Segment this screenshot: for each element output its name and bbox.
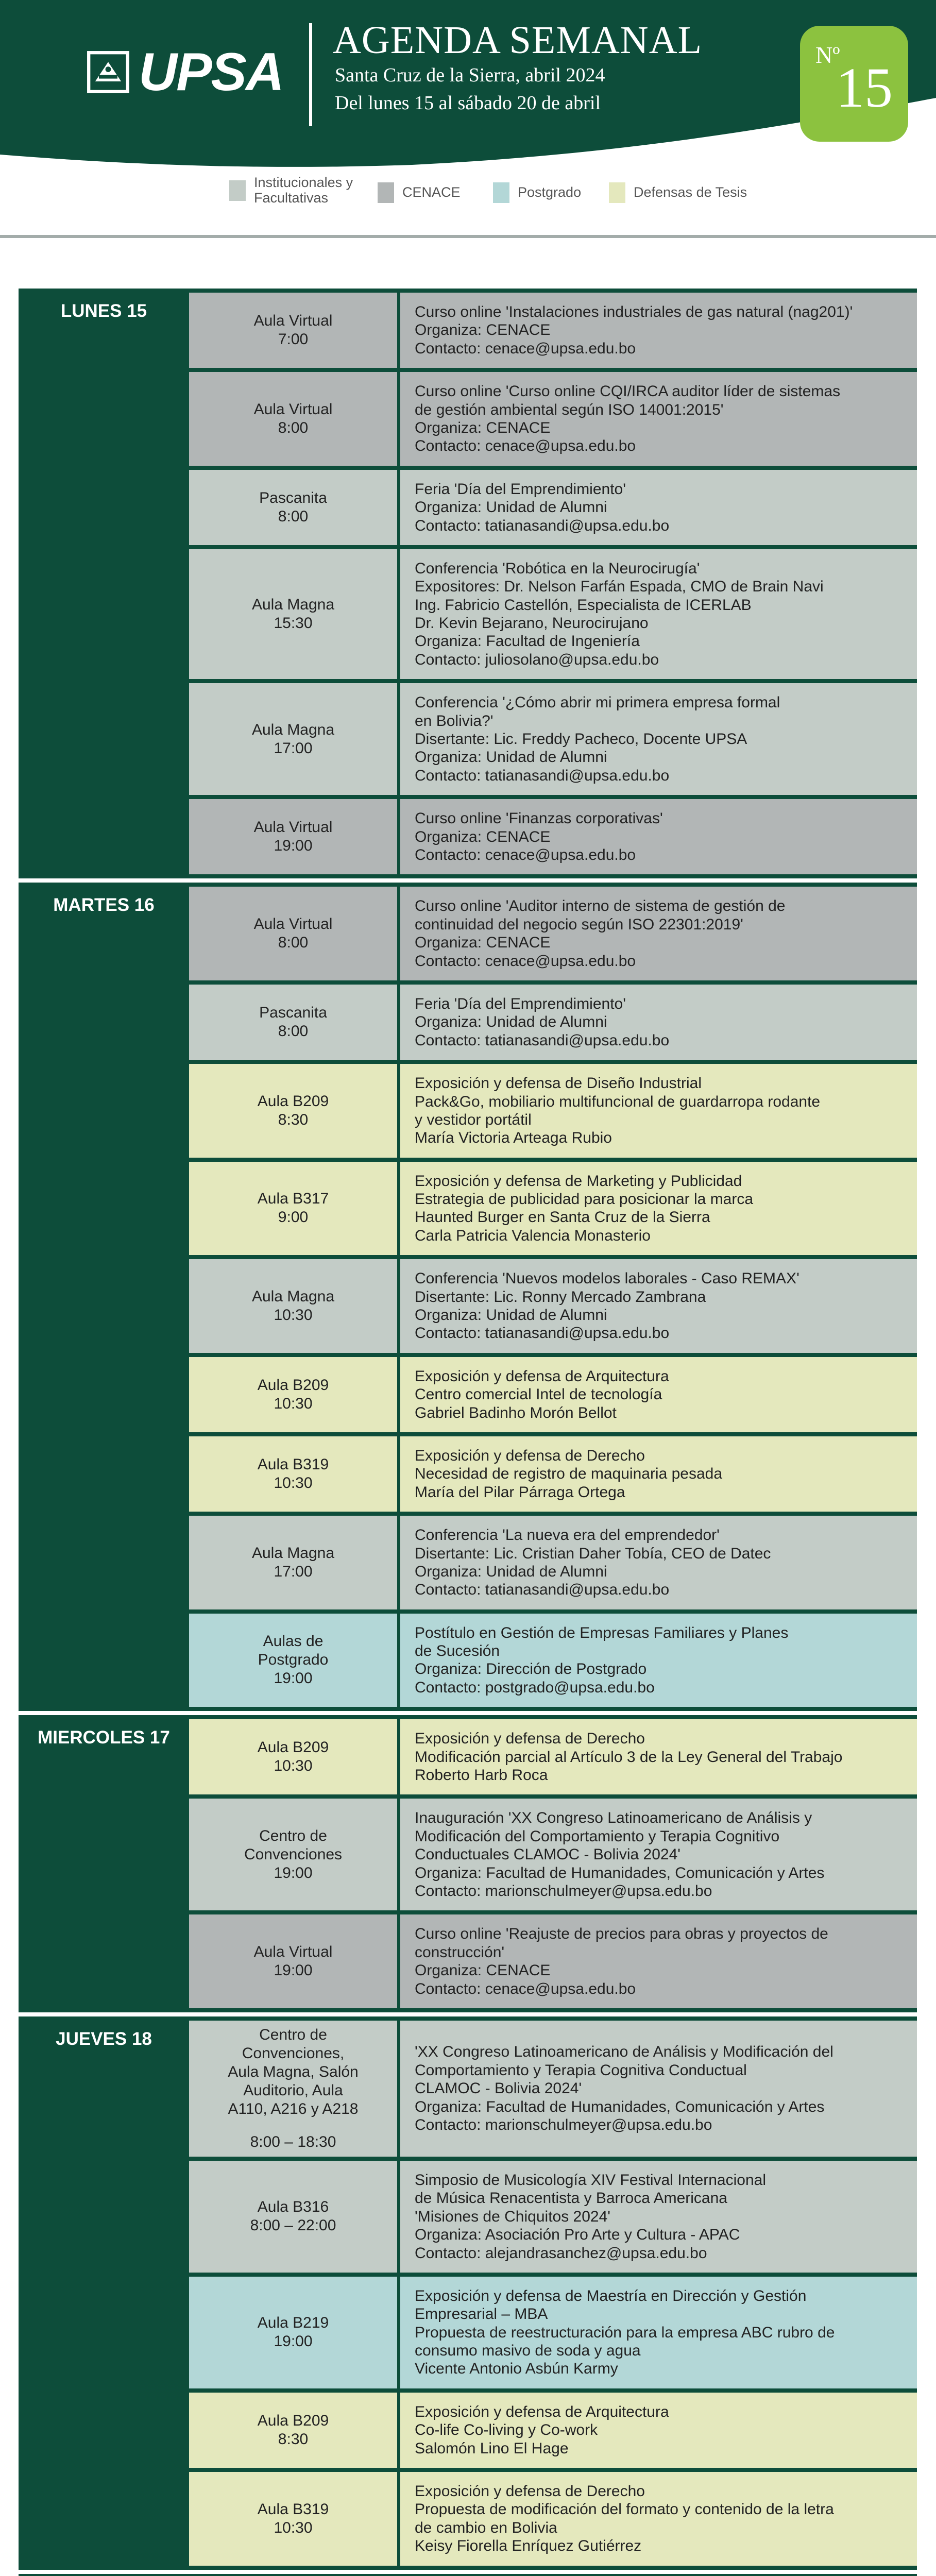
event-place-line: Aula B219: [257, 2314, 329, 2332]
legend-item-defensas: [609, 182, 747, 203]
legend-item-postgrado: [493, 182, 581, 203]
event-place-line: 8:00: [278, 507, 309, 525]
event-place-line: Postgrado: [258, 1651, 329, 1669]
event-description-line: de cambio en Bolivia: [415, 2519, 557, 2536]
event-place-line: Aula Virtual: [253, 400, 333, 418]
event-place-line: 10:30: [274, 2519, 313, 2536]
event-description-line: Organiza: Asociación Pro Arte y Cultura - APAC: [415, 2226, 740, 2244]
event-place-line: 7:00: [278, 331, 309, 348]
event-description-line: Vicente Antonio Asbún Karmy: [415, 2360, 618, 2378]
event-description: [400, 1799, 917, 1910]
event-place: [189, 1162, 400, 1256]
event-description-line: consumo masivo de soda y agua: [415, 2342, 641, 2360]
event-place-line: 19:00: [274, 1962, 313, 1979]
event-description-line: Propuesta de reestructuración para la empresa ABC rubro de: [415, 2324, 835, 2341]
day-block: [19, 2574, 917, 2576]
event-description-line: Exposición y defensa de Derecho: [415, 1730, 645, 1748]
event-list: [189, 2574, 917, 2576]
event-place: [189, 2472, 400, 2566]
event-place-line: Pascanita: [259, 489, 327, 506]
event-description-line: Contacto: tatianasandi@upsa.edu.bo: [415, 517, 670, 534]
event-place: [189, 470, 400, 545]
event-description-line: Conferencia 'Nuevos modelos laborales - Caso REMAX': [415, 1270, 799, 1287]
event-row: [189, 1614, 917, 1707]
event-description-line: de Sucesión: [415, 1642, 500, 1660]
event-description-line: Curso online 'Instalaciones industriales de gas natural (nag201)': [415, 303, 853, 320]
event-place: [189, 1914, 400, 2008]
event-row: [189, 1799, 917, 1910]
legend-label: Institucionales y Facultativas: [254, 175, 353, 206]
event-description-line: Contacto: cenace@upsa.edu.bo: [415, 1980, 636, 1997]
legend: [0, 175, 936, 216]
event-description-line: María Victoria Arteaga Rubio: [415, 1129, 612, 1147]
event-description: [400, 887, 917, 980]
event-row: [189, 1719, 917, 1794]
day-label: LUNES 15: [19, 289, 189, 878]
event-place-line: Aula Magna: [251, 1288, 335, 1306]
event-description: [400, 1259, 917, 1353]
event-place-line: Aula Magna: [251, 1544, 335, 1562]
event-description: [400, 1614, 917, 1707]
event-place: [189, 1799, 400, 1910]
event-place-line: 8:00: [278, 419, 309, 436]
event-place-line: 9:00: [278, 1209, 309, 1226]
event-description: [400, 2277, 917, 2388]
event-description-line: Necesidad de registro de maquinaria pesada: [415, 1465, 723, 1483]
legend-label: CENACE: [402, 184, 461, 200]
event-description-line: Exposición y defensa de Marketing y Publicidad: [415, 1172, 742, 1190]
event-description-line: Inauguración 'XX Congreso Latinoamericano de Análisis y: [415, 1809, 812, 1827]
event-row: [189, 1516, 917, 1609]
issue-prefix: Nº: [815, 42, 840, 68]
day-block: [19, 289, 917, 878]
event-place-line: Convenciones: [244, 1845, 343, 1863]
event-place-line: Centro de: [259, 2026, 327, 2043]
event-description-line: Conferencia '¿Cómo abrir mi primera empresa formal: [415, 694, 780, 711]
event-place: [189, 2021, 400, 2157]
event-description: [400, 2393, 917, 2468]
event-description-line: Curso online 'Reajuste de precios para obras y proyectos de: [415, 1925, 828, 1943]
event-description-line: Exposición y defensa de Diseño Industrial: [415, 1075, 702, 1092]
day-label: JUEVES 18: [19, 2016, 189, 2570]
event-description-line: Contacto: cenace@upsa.edu.bo: [415, 952, 636, 970]
event-description-line: Curso online 'Finanzas corporativas': [415, 810, 663, 827]
event-description-line: Conductuales CLAMOC - Bolivia 2024': [415, 1846, 680, 1863]
event-description-line: Organiza: Unidad de Alumni: [415, 1563, 607, 1580]
event-description-line: Organiza: CENACE: [415, 828, 551, 845]
day-block: [19, 2016, 917, 2570]
event-description-line: Disertante: Lic. Cristian Daher Tobía, CEO de Datec: [415, 1545, 771, 1562]
event-place-line: Aula Magna: [251, 596, 335, 614]
event-row: [189, 1914, 917, 2008]
date-range: Del lunes 15 al sábado 20 de abril: [335, 92, 601, 114]
legend-item-institucionales: [229, 175, 362, 206]
event-description: [400, 2161, 917, 2273]
event-place: [189, 293, 400, 368]
event-place-line: 19:00: [274, 2333, 313, 2350]
event-place: [189, 1719, 400, 1794]
event-description-line: Organiza: Unidad de Alumni: [415, 749, 607, 766]
event-row: [189, 2161, 917, 2273]
event-row: [189, 683, 917, 795]
event-description-line: Exposición y defensa de Derecho: [415, 2483, 645, 2500]
event-description-line: María del Pilar Párraga Ortega: [415, 1483, 625, 1501]
event-description-line: en Bolivia?': [415, 712, 493, 730]
event-place-line: A110, A216 y A218: [228, 2100, 359, 2117]
event-place: [189, 1357, 400, 1432]
event-description-line: Dr. Kevin Bejarano, Neurocirujano: [415, 615, 649, 632]
event-list: [189, 1715, 917, 2012]
event-description-line: de gestión ambiental según ISO 14001:2015': [415, 401, 724, 418]
event-list: [189, 2016, 917, 2570]
event-place: [189, 985, 400, 1060]
event-row: [189, 985, 917, 1060]
event-description-line: Pack&Go, mobiliario multifuncional de guardarropa rodante: [415, 1093, 821, 1110]
event-description: [400, 1064, 917, 1158]
issue-badge: [800, 26, 908, 142]
event-place: [189, 1614, 400, 1707]
event-description-line: Feria 'Día del Emprendimiento': [415, 995, 626, 1012]
page-title: AGENDA SEMANAL: [333, 19, 702, 62]
event-description: [400, 549, 917, 679]
day-block: [19, 1715, 917, 2012]
event-place-line: Aula Magna: [251, 721, 335, 738]
event-place-line: 8:00: [278, 1023, 309, 1040]
event-place-line: Aula B317: [257, 1190, 329, 1208]
event-row: [189, 1436, 917, 1512]
event-place-line: 19:00: [274, 837, 313, 855]
event-place-line: 10:30: [274, 1475, 313, 1492]
event-description-line: Contacto: cenace@upsa.edu.bo: [415, 340, 636, 357]
event-description-line: Organiza: Unidad de Alumni: [415, 1013, 607, 1031]
event-place-line: Aula B319: [257, 2500, 329, 2518]
event-description-line: Curso online 'Auditor interno de sistema de gestión de: [415, 897, 786, 915]
event-place-line: Aula B316: [257, 2198, 329, 2216]
event-description: [400, 1357, 917, 1432]
event-description-line: Conferencia 'La nueva era del emprendedor': [415, 1527, 720, 1544]
event-description: [400, 683, 917, 795]
event-description-line: continuidad del negocio según ISO 22301:2019': [415, 916, 743, 933]
event-description-line: Expositores: Dr. Nelson Farfán Espada, CMO de Brain Navi: [415, 578, 824, 596]
event-place: [189, 1516, 400, 1609]
event-place-line: Auditorio, Aula: [243, 2081, 343, 2099]
event-description: [400, 372, 917, 466]
event-place-line: 8:30: [278, 1111, 309, 1128]
day-label: MIERCOLES 17: [19, 1715, 189, 2012]
event-place: [189, 2161, 400, 2273]
event-place-line: Aula Virtual: [253, 819, 333, 836]
event-place-line: 15:30: [274, 615, 313, 632]
event-description-line: Contacto: tatianasandi@upsa.edu.bo: [415, 767, 670, 784]
event-description-line: Postítulo en Gestión de Empresas Familiares y Planes: [415, 1624, 789, 1641]
divider-rule: [0, 235, 936, 238]
event-description-line: Disertante: Lic. Freddy Pacheco, Docente UPSA: [415, 731, 747, 748]
event-row: [189, 549, 917, 679]
legend-swatch: [378, 182, 394, 203]
upsa-emblem-icon: [85, 49, 131, 95]
event-description-line: Contacto: marionschulmeyer@upsa.edu.bo: [415, 1883, 712, 1900]
event-place-line: Aula Magna, Salón: [228, 2063, 359, 2080]
event-row: [189, 372, 917, 466]
event-description-line: Contacto: tatianasandi@upsa.edu.bo: [415, 1581, 670, 1599]
event-place: [189, 2393, 400, 2468]
header-divider: [309, 23, 312, 126]
event-description: [400, 293, 917, 368]
event-place-line: 8:30: [278, 2430, 309, 2448]
event-place-line: 10:30: [274, 1307, 313, 1324]
event-row: [189, 470, 917, 545]
event-place: [189, 2277, 400, 2388]
event-description-line: Organiza: CENACE: [415, 934, 551, 952]
day-separator: [19, 2570, 917, 2574]
header-banner: [0, 0, 936, 170]
event-description-line: Organiza: Unidad de Alumni: [415, 1307, 607, 1324]
event-description-line: Contacto: tatianasandi@upsa.edu.bo: [415, 1325, 670, 1342]
event-place-line: Aula Virtual: [253, 916, 333, 933]
event-description-line: Propuesta de modificación del formato y contenido de la letra: [415, 2501, 834, 2518]
event-place-line: 19:00: [274, 1864, 313, 1882]
event-place-line: Centro de: [259, 1827, 327, 1844]
event-place-line: Aula Virtual: [253, 312, 333, 330]
day-separator: [19, 2012, 917, 2016]
event-place-line: 8:00: [278, 934, 309, 952]
event-description: [400, 1436, 917, 1512]
event-description-line: Organiza: CENACE: [415, 321, 551, 339]
event-place-line: Aula B209: [257, 2412, 329, 2429]
event-description-line: Organiza: Facultad de Ingeniería: [415, 633, 640, 650]
event-description-line: Contacto: alejandrasanchez@upsa.edu.bo: [415, 2244, 707, 2262]
event-description-line: Haunted Burger en Santa Cruz de la Sierra: [415, 1209, 710, 1226]
event-place-line: Pascanita: [259, 1004, 327, 1022]
event-description-line: Estrategia de publicidad para posicionar la marca: [415, 1191, 754, 1208]
legend-item-cenace: [378, 182, 461, 203]
event-place-line: Aula B319: [257, 1456, 329, 1473]
event-place-line: 10:30: [274, 1757, 313, 1775]
event-row: [189, 1357, 917, 1432]
event-description-line: Contacto: juliosolano@upsa.edu.bo: [415, 651, 659, 668]
event-description-line: Organiza: Dirección de Postgrado: [415, 1660, 647, 1678]
event-description-line: Carla Patricia Valencia Monasterio: [415, 1227, 651, 1244]
event-description-line: Modificación parcial al Artículo 3 de la Ley General del Trabajo: [415, 1748, 843, 1766]
event-row: [189, 1259, 917, 1353]
event-description-line: Modificación del Comportamiento y Terapia Cognitivo: [415, 1827, 780, 1845]
event-description-line: Centro comercial Intel de tecnología: [415, 1386, 662, 1403]
event-row: [189, 799, 917, 874]
event-description: [400, 1914, 917, 2008]
event-description-line: Contacto: cenace@upsa.edu.bo: [415, 437, 636, 455]
event-description-line: Organiza: Facultad de Humanidades, Comunicación y Artes: [415, 1864, 825, 1882]
event-description-line: 'XX Congreso Latinoamericano de Análisis y Modificación del: [415, 2043, 833, 2061]
event-description-line: Keisy Fiorella Enríquez Gutiérrez: [415, 2537, 642, 2555]
event-description-line: Simposio de Musicología XIV Festival Internacional: [415, 2171, 767, 2189]
event-place: [189, 1259, 400, 1353]
event-row: [189, 1162, 917, 1256]
day-label: [19, 2574, 189, 2576]
event-description-line: Roberto Harb Roca: [415, 1767, 548, 1784]
event-description: [400, 470, 917, 545]
event-place: [189, 799, 400, 874]
event-description-line: Salomón Lino El Hage: [415, 2439, 569, 2457]
event-description-line: Conferencia 'Robótica en la Neurocirugía': [415, 560, 700, 577]
event-description-line: Exposición y defensa de Arquitectura: [415, 2403, 669, 2420]
event-description-line: Contacto: cenace@upsa.edu.bo: [415, 846, 636, 863]
event-list: [189, 289, 917, 878]
event-description-line: Ing. Fabricio Castellón, Especialista de ICERLAB: [415, 596, 752, 614]
event-row: [189, 2277, 917, 2388]
logo-text: UPSA: [139, 42, 283, 102]
event-description-line: Organiza: Facultad de Humanidades, Comunicación y Artes: [415, 2098, 825, 2115]
event-row: [189, 2472, 917, 2566]
event-place-line: 8:00 – 22:00: [250, 2217, 336, 2234]
legend-label: Postgrado: [518, 184, 582, 200]
event-row: [189, 2021, 917, 2157]
event-description: [400, 2472, 917, 2566]
event-description: [400, 1516, 917, 1609]
event-row: [189, 2393, 917, 2468]
event-description-line: Contacto: tatianasandi@upsa.edu.bo: [415, 1031, 670, 1049]
event-place-line: Aula B209: [257, 1092, 329, 1110]
event-description-line: y vestidor portátil: [415, 1111, 532, 1128]
event-description-line: Contacto: marionschulmeyer@upsa.edu.bo: [415, 2116, 712, 2134]
event-place: [189, 549, 400, 679]
event-place-line: Convenciones,: [242, 2044, 345, 2062]
event-place-line: 17:00: [274, 1563, 313, 1580]
event-description: [400, 1162, 917, 1256]
event-place-line: 19:00: [274, 1670, 313, 1687]
page-subtitle: Santa Cruz de la Sierra, abril 2024: [335, 64, 605, 86]
day-separator: [19, 878, 917, 883]
event-description-line: Empresarial – MBA: [415, 2306, 548, 2323]
event-row: [189, 1064, 917, 1158]
event-place: [189, 1064, 400, 1158]
event-place-line: 10:30: [274, 1395, 313, 1412]
event-description-line: 'Misiones de Chiquitos 2024': [415, 2208, 611, 2225]
event-description-line: Exposición y defensa de Derecho: [415, 1447, 645, 1464]
legend-swatch: [493, 182, 509, 203]
event-row: [189, 293, 917, 368]
event-place: [189, 372, 400, 466]
event-place: [189, 1436, 400, 1512]
legend-swatch: [609, 182, 625, 203]
event-place-line: Aula Virtual: [253, 1943, 333, 1961]
event-list: [189, 883, 917, 1711]
event-place-line: 17:00: [274, 739, 313, 757]
event-description-line: Organiza: Unidad de Alumni: [415, 499, 607, 516]
event-place: [189, 887, 400, 980]
schedule: [19, 289, 917, 2576]
event-place-line: Aula B209: [257, 1376, 329, 1394]
event-description-line: Exposición y defensa de Maestría en Dirección y Gestión: [415, 2287, 807, 2304]
event-description: [400, 2021, 917, 2157]
event-description-line: Feria 'Día del Emprendimiento': [415, 480, 626, 498]
event-description-line: Curso online 'Curso online CQI/IRCA auditor líder de sistemas: [415, 383, 841, 400]
event-place-line: Aula B209: [257, 1739, 329, 1756]
event-description-line: Comportamiento y Terapia Cognitiva Conductual: [415, 2061, 747, 2079]
day-separator: [19, 1711, 917, 1715]
event-description-line: Disertante: Lic. Ronny Mercado Zambrana: [415, 1288, 706, 1306]
event-description-line: Organiza: CENACE: [415, 419, 551, 436]
event-description-line: construcción': [415, 1943, 505, 1961]
event-time: 8:00 – 18:30: [250, 2133, 336, 2150]
upsa-logo: [85, 42, 283, 102]
legend-swatch: [229, 180, 246, 201]
event-description-line: Organiza: CENACE: [415, 1962, 551, 1979]
event-description-line: CLAMOC - Bolivia 2024': [415, 2080, 582, 2097]
day-block: [19, 883, 917, 1711]
issue-number: 15: [836, 56, 893, 119]
event-description-line: Exposición y defensa de Arquitectura: [415, 1367, 669, 1385]
event-place: [189, 683, 400, 795]
legend-label: Defensas de Tesis: [634, 184, 747, 200]
event-description-line: Co-life Co-living y Co-work: [415, 2421, 598, 2439]
day-label: MARTES 16: [19, 883, 189, 1711]
event-description-line: de Música Renacentista y Barroca Americana: [415, 2190, 727, 2207]
event-place-line: Aulas de: [263, 1633, 324, 1650]
event-description-line: Gabriel Badinho Morón Bellot: [415, 1404, 617, 1421]
event-description-line: Contacto: postgrado@upsa.edu.bo: [415, 1679, 655, 1696]
event-row: [189, 887, 917, 980]
event-description: [400, 985, 917, 1060]
event-description: [400, 799, 917, 874]
event-description: [400, 1719, 917, 1794]
